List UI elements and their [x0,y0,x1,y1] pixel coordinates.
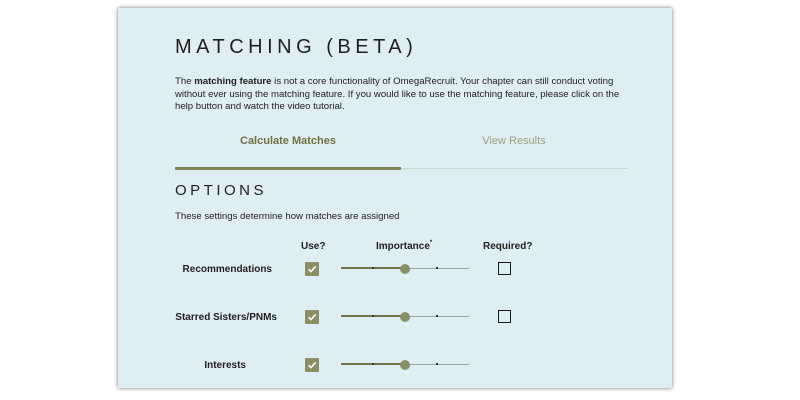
column-header-required: Required? [483,241,533,252]
check-icon [306,311,318,323]
importance-slider-interests[interactable] [341,359,469,371]
intro-post: is not a core functionality of OmegaRecruit. Your chapter can still conduct voting without ever using the matching feature. If you would like to use the matching feature, please click on the help button and watch the video tutorial. [175,76,620,112]
importance-slider-starred[interactable] [341,311,469,323]
slider-tick [372,315,374,317]
column-header-importance: Importance* [376,240,433,252]
page-title: MATCHING (BETA) [175,36,418,58]
slider-thumb[interactable] [400,312,410,322]
tab-view-results[interactable]: View Results [482,135,546,147]
use-checkbox-recommendations[interactable] [305,262,319,276]
slider-thumb[interactable] [400,264,410,274]
importance-footnote-mark: * [429,240,433,246]
use-checkbox-starred[interactable] [305,310,319,324]
intro-pre: The [175,76,195,87]
options-title: OPTIONS [175,182,268,199]
importance-slider-recommendations[interactable] [341,263,469,275]
column-header-use: Use? [301,241,326,252]
intro-text [175,76,635,114]
check-icon [306,359,318,371]
option-label-recommendations: Recommendations [182,264,272,275]
slider-tick [372,363,374,365]
required-checkbox-starred[interactable] [498,310,511,323]
check-icon [306,263,318,275]
slider-thumb[interactable] [400,360,410,370]
slider-tick [436,363,438,365]
use-checkbox-interests[interactable] [305,358,319,372]
required-checkbox-recommendations[interactable] [498,262,511,275]
option-label-interests: Interests [204,360,246,371]
tab-bar [175,134,627,169]
intro-bold: matching feature [194,76,272,87]
slider-tick [372,267,374,269]
option-label-starred: Starred Sisters/PNMs [175,312,277,323]
options-description: These settings determine how matches are assigned [175,211,400,222]
slider-tick [436,267,438,269]
matching-panel [118,8,672,388]
slider-tick [436,315,438,317]
tab-calculate-matches[interactable]: Calculate Matches [175,134,401,168]
